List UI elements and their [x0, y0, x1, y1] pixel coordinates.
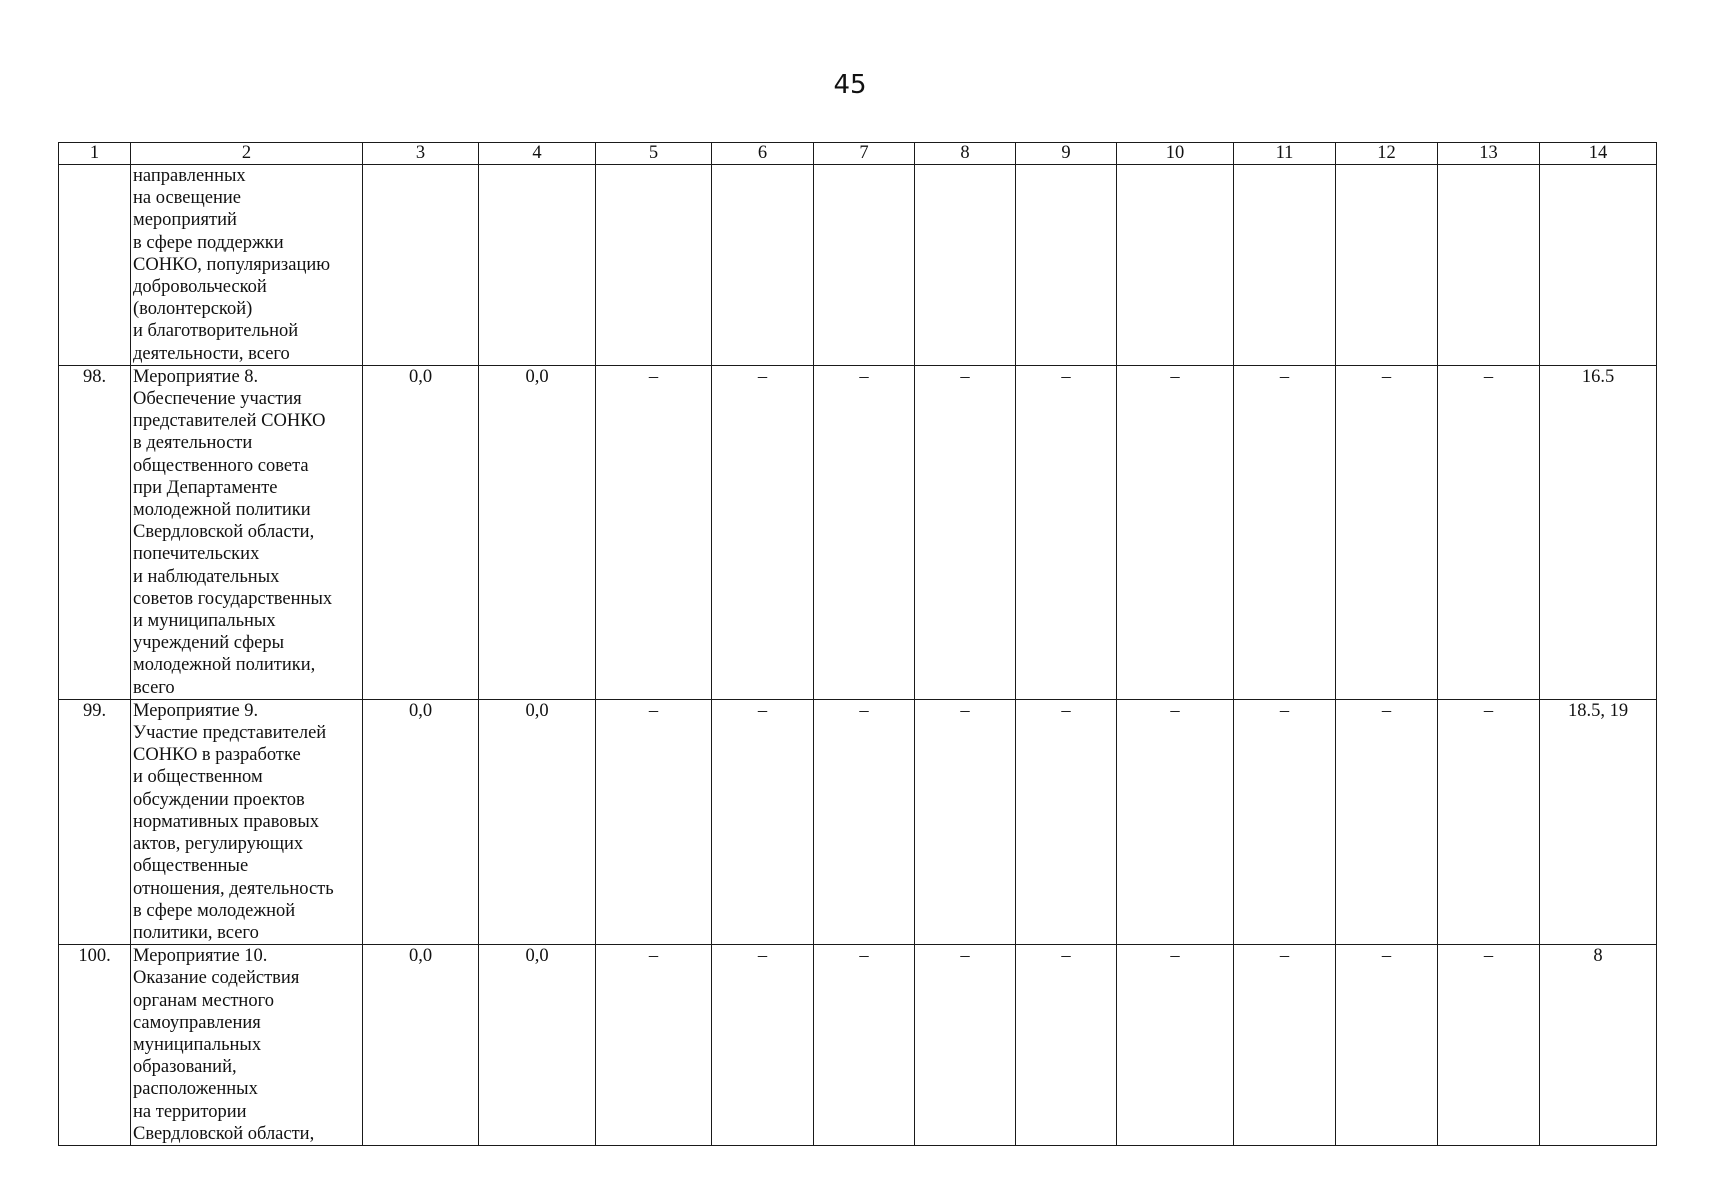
cell-value: – — [1016, 945, 1117, 1146]
row-number — [59, 165, 131, 366]
column-header: 5 — [596, 143, 712, 165]
column-header: 3 — [363, 143, 479, 165]
column-header: 13 — [1438, 143, 1540, 165]
cell-value — [1336, 165, 1438, 366]
target-reference — [1540, 165, 1657, 366]
column-header: 9 — [1016, 143, 1117, 165]
cell-value: – — [1438, 365, 1540, 699]
cell-value — [596, 165, 712, 366]
measure-description: направленных на освещение мероприятий в сфере поддержки СОНКО, популяризацию добровольческой (волонтерской) и благотворительной деятельности, всего — [131, 165, 363, 366]
table-row — [59, 365, 1657, 699]
cell-value: 0,0 — [479, 945, 596, 1146]
cell-total: 0,0 — [363, 945, 479, 1146]
column-header: 6 — [712, 143, 814, 165]
cell-value: – — [814, 945, 915, 1146]
cell-value: – — [1234, 699, 1336, 944]
column-header: 11 — [1234, 143, 1336, 165]
table-row — [59, 699, 1657, 944]
cell-value — [1117, 165, 1234, 366]
cell-value: – — [915, 699, 1016, 944]
measure-description: Мероприятие 8. Обеспечение участия представителей СОНКО в деятельности общественного совета при Департаменте молодежной политики Свердловской области, попечительских и наблюдательных советов государственных и муниципальных учреждений сферы молодежной политики, всего — [131, 365, 363, 699]
measure-description: Мероприятие 10. Оказание содействия органам местного самоуправления муниципальных образований, расположенных на территории Свердловской области, — [131, 945, 363, 1146]
cell-total: 0,0 — [363, 365, 479, 699]
cell-value — [479, 165, 596, 366]
cell-value: – — [712, 365, 814, 699]
cell-value: – — [915, 945, 1016, 1146]
cell-value: – — [1117, 365, 1234, 699]
cell-value — [1234, 165, 1336, 366]
column-header: 4 — [479, 143, 596, 165]
cell-value: – — [596, 945, 712, 1146]
cell-value: – — [712, 945, 814, 1146]
cell-value: – — [596, 365, 712, 699]
column-header: 7 — [814, 143, 915, 165]
cell-value: – — [1336, 365, 1438, 699]
cell-value: 0,0 — [479, 365, 596, 699]
cell-value: – — [1336, 699, 1438, 944]
measure-description: Мероприятие 9. Участие представителей СОНКО в разработке и общественном обсуждении проектов нормативных правовых актов, регулирующих общественные отношения, деятельность в сфере молодежной политики, всего — [131, 699, 363, 944]
cell-value: – — [1234, 365, 1336, 699]
header-row — [59, 143, 1657, 165]
cell-value — [915, 165, 1016, 366]
column-header: 14 — [1540, 143, 1657, 165]
cell-total — [363, 165, 479, 366]
target-reference: 18.5, 19 — [1540, 699, 1657, 944]
cell-value: – — [1438, 945, 1540, 1146]
cell-value — [1438, 165, 1540, 366]
cell-value: – — [712, 699, 814, 944]
cell-value: – — [1336, 945, 1438, 1146]
cell-total: 0,0 — [363, 699, 479, 944]
cell-value — [712, 165, 814, 366]
cell-value: – — [1016, 699, 1117, 944]
table-row — [59, 165, 1657, 366]
cell-value: – — [915, 365, 1016, 699]
column-header: 12 — [1336, 143, 1438, 165]
row-number: 98. — [59, 365, 131, 699]
cell-value: – — [1234, 945, 1336, 1146]
row-number: 100. — [59, 945, 131, 1146]
cell-value: 0,0 — [479, 699, 596, 944]
column-header: 10 — [1117, 143, 1234, 165]
cell-value: – — [1438, 699, 1540, 944]
cell-value: – — [596, 699, 712, 944]
cell-value — [1016, 165, 1117, 366]
budget-table — [58, 142, 1657, 1146]
cell-value: – — [1117, 699, 1234, 944]
cell-value: – — [814, 365, 915, 699]
target-reference: 8 — [1540, 945, 1657, 1146]
column-header: 2 — [131, 143, 363, 165]
column-header: 1 — [59, 143, 131, 165]
column-header: 8 — [915, 143, 1016, 165]
cell-value: – — [1117, 945, 1234, 1146]
page-number: 45 — [833, 70, 867, 100]
target-reference: 16.5 — [1540, 365, 1657, 699]
cell-value: – — [1016, 365, 1117, 699]
cell-value — [814, 165, 915, 366]
row-number: 99. — [59, 699, 131, 944]
table-row — [59, 945, 1657, 1146]
cell-value: – — [814, 699, 915, 944]
